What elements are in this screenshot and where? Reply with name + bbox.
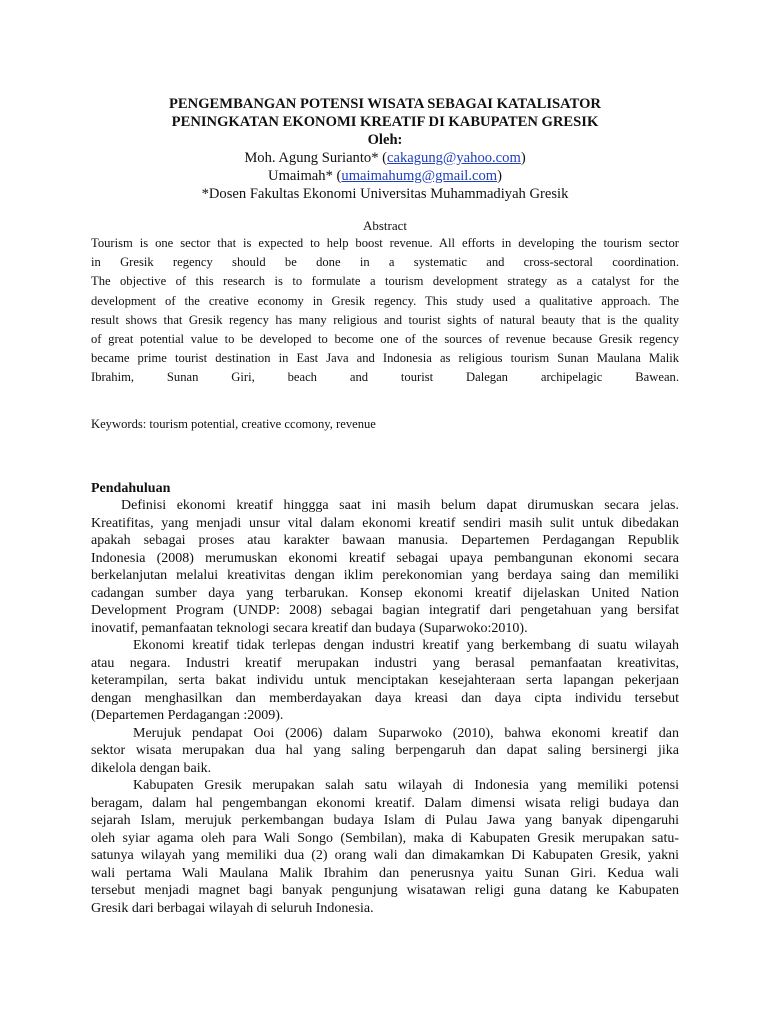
author-2-name: Umaimah* ( xyxy=(268,168,342,184)
abstract-line: The objective of this research is to formulate a tourism development strategy as a catalyst for the xyxy=(91,274,679,289)
paragraph-line: Kreatifitas, yang menjadi unsur vital dalam ekonomi kreatif sendiri masih sulit untuk dibedakan xyxy=(91,515,679,531)
paragraph-line: Indonesia (2008) merumuskan ekonomi kreatif sebagai upaya pembangunan ekonomi secara xyxy=(91,550,679,566)
author-1-email-link[interactable]: cakagung@yahoo.com xyxy=(387,150,521,166)
paragraph-line: sektor wisata merupakan dua hal yang saling berpengaruh dan dapat saling bersinergi jika xyxy=(91,743,679,758)
title-line-1: PENGEMBANGAN POTENSI WISATA SEBAGAI KATALISATOR xyxy=(169,96,601,112)
paragraph-line: Ekonomi kreatif tidak terlepas dengan industri kreatif yang berkembang di suatu wilayah xyxy=(133,638,679,653)
paragraph-line: atau negara. Industri kreatif merupakan industri yang berasal pemanfaatan kreativitas, xyxy=(91,655,679,671)
author-block xyxy=(91,149,679,203)
section-heading: Pendahuluan xyxy=(91,481,171,496)
paragraph-line: Definisi ekonomi kreatif hinggga saat ini masih belum dapat dirumuskan secara jelas. xyxy=(121,498,679,513)
paragraph-line: oleh syiar agama oleh para Wali Songo (Sembilan), maka di Kabupaten Gresik merupakan satu- xyxy=(91,830,679,846)
paragraph-line: Development Program (UNDP: 2008) sebagai bagian integratif dari pengetahuan yang bersifat xyxy=(91,603,679,618)
paragraph-line: satunya wilayah yang memiliki dua (2) orang wali dan dimakamkan Di Kabupaten Gresik, yakni xyxy=(91,848,679,863)
paragraph-line: keterampilan, serta bakat individu untuk menciptakan kesejahteraan serta lapangan pekerjaan xyxy=(91,673,679,688)
paragraph-line: inovatif, pemanfaatan teknologi secara kreatif dan budaya (Suparwoko:2010). xyxy=(91,620,528,636)
abstract-line: Ibrahim, Sunan Giri, beach and tourist Dalegan archipelagic Bawean. xyxy=(91,370,679,385)
abstract-line: development of the creative economy in Gresik regency. This study used a qualitative approach. The xyxy=(91,293,679,308)
keywords: Keywords: tourism potential, creative ccomony, revenue xyxy=(91,417,376,431)
author-2 xyxy=(91,167,679,185)
paragraph-line: dikelola dengan baik. xyxy=(91,760,212,776)
paper-title xyxy=(91,95,679,149)
paragraph-line: wali pertama Wali Maulana Malik Ibrahim dan penerusnya yaitu Sunan Giri. Kedua wali xyxy=(91,865,679,881)
abstract-body xyxy=(91,234,679,388)
paragraph-line: berkelanjutan melalui kreativitas dengan iklim perekonomian yang berdaya saing dan memiliki xyxy=(91,568,679,583)
paragraph-line: cadangan sumber daya yang terbarukan. Konsep ekonomi kreatif dijelaskan United Nation xyxy=(91,585,679,601)
abstract-line: of great potential value to be developed to become one of the sources of revenue because Gresik regency xyxy=(91,332,679,347)
affiliation: *Dosen Fakultas Ekonomi Universitas Muhammadiyah Gresik xyxy=(201,186,569,202)
abstract-heading: Abstract xyxy=(362,218,408,233)
section-body xyxy=(91,497,679,917)
title-line-3: Oleh: xyxy=(367,132,403,148)
abstract-line: became prime tourist destination in East Java and Indonesia as religious tourism Sunan Maulana Malik xyxy=(91,351,679,366)
paragraph-line: tersebut menjadi magnet bagi banyak pengunjung wisatawan religi guna datang ke Kabupaten xyxy=(91,883,679,898)
author-1 xyxy=(91,149,679,167)
author-2-close: ) xyxy=(497,168,502,184)
abstract-line: Tourism is one sector that is expected to help boost revenue. All efforts in developing the tourism sector xyxy=(91,236,679,250)
paragraph-line: Gresik dari berbagai wilayah di seluruh Indonesia. xyxy=(91,900,374,916)
author-1-close: ) xyxy=(520,150,526,166)
author-1-name: Moh. Agung Surianto* ( xyxy=(244,150,388,166)
paragraph-line: apakah sebagai proses atau karakter bawaan manusia. Departemen Perdagangan Republik xyxy=(91,533,679,548)
author-2-email-link[interactable]: umaimahumg@gmail.com xyxy=(341,168,498,184)
paragraph-line: (Departemen Perdagangan :2009). xyxy=(91,708,284,723)
paragraph-line: beragam, dalam hal pengembangan ekonomi kreatif. Dalam dimensi wisata religi budaya dan xyxy=(91,795,679,811)
abstract-line: result shows that Gresik regency has many religious and tourist sights of natural beauty that is the quality xyxy=(91,312,679,327)
abstract-line: in Gresik regency should be done in a systematic and cross-sectoral coordination. xyxy=(91,255,679,270)
title-line-2: PENINGKATAN EKONOMI KREATIF DI KABUPATEN GRESIK xyxy=(171,114,599,130)
paragraph-line: Merujuk pendapat Ooi (2006) dalam Suparwoko (2010), bahwa ekonomi kreatif dan xyxy=(133,725,679,741)
paragraph-line: sejarah Islam, merujuk perkembangan budaya Islam di Pulau Jawa yang banyak dipengaruhi xyxy=(91,813,679,828)
paragraph-line: Kabupaten Gresik merupakan salah satu wilayah di Indonesia yang memiliki potensi xyxy=(133,778,679,793)
paragraph-line: dengan menghasilkan dan memberdayakan daya kreasi dan daya cipta individu tersebut xyxy=(91,690,679,706)
